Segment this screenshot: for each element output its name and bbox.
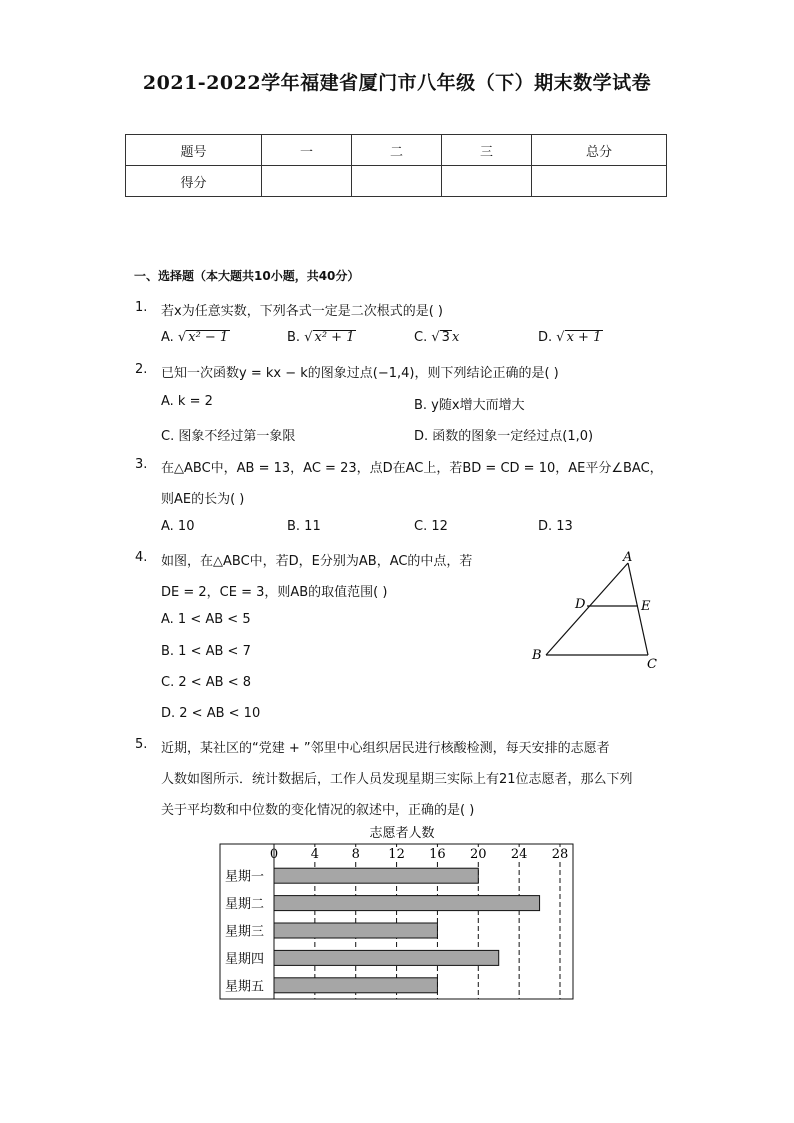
question-stem: 若x为任意实数，下列各式一定是二次根式的是( ) [161, 304, 443, 319]
category-label: 星期四 [225, 951, 265, 967]
radical-icon: √ [177, 330, 187, 345]
question-stem: 近期，某社区的“党建 + ”邻里中心组织居民进行核酸检测，每天安排的志愿者 [161, 741, 610, 756]
tick-label: 0 [269, 847, 279, 862]
vertex-label-b: B [532, 648, 542, 663]
tick-label: 12 [388, 847, 405, 862]
option-expression-suffix: x [451, 330, 460, 345]
question-stem: 已知一次函数y = kx − k的图象过点(−1,4)，则下列结论正确的是( ) [161, 366, 559, 381]
score-cell[interactable] [442, 166, 532, 197]
option-d: D. 13 [538, 519, 573, 534]
radical-icon: √ [556, 330, 565, 345]
option-b: B. 11 [287, 519, 321, 534]
score-header-cell: 三 [442, 135, 532, 166]
score-header-cell: 一 [262, 135, 352, 166]
option-c [414, 330, 459, 345]
vertex-label-c: C [647, 657, 657, 672]
option-a: A. 10 [161, 519, 195, 534]
vertex-label-a: A [623, 550, 633, 565]
option-expression: x² − 1 [188, 330, 229, 345]
tick-label: 20 [470, 847, 487, 862]
option-c: C. 2 < AB < 8 [161, 675, 252, 690]
chart-title: 志愿者人数 [369, 826, 435, 841]
option-d [538, 330, 603, 345]
option-b: B. 1 < AB < 7 [161, 644, 251, 659]
exam-title: 2021-2022学年福建省厦门市八年级（下）期末数学试卷 [142, 72, 652, 94]
volunteer-bar-chart [215, 822, 580, 1004]
tick-label: 16 [429, 847, 446, 862]
score-cell[interactable] [532, 166, 667, 197]
side-ab [546, 563, 628, 655]
option-expression: x + 1 [566, 330, 602, 345]
bar-4 [274, 950, 499, 965]
option-b [287, 330, 356, 345]
question-number: 5. [135, 737, 148, 752]
bar-5 [274, 978, 437, 993]
category-label: 星期五 [225, 979, 265, 995]
question-stem: 则AE的长为( ) [161, 492, 245, 507]
radical-icon: √ [431, 330, 440, 345]
question-stem: 在△ABC中，AB = 13，AC = 23，点D在AC上，若BD = CD = 10，AE平分∠BAC， [161, 461, 663, 476]
question-number: 4. [135, 550, 148, 565]
score-header-cell: 总分 [532, 135, 667, 166]
tick-label: 4 [310, 847, 319, 862]
triangle-figure [520, 545, 680, 680]
option-a: A. 1 < AB < 5 [161, 612, 251, 627]
option-expression: x² + 1 [314, 330, 355, 345]
tick-label: 24 [510, 847, 528, 862]
question-number: 2. [135, 362, 148, 377]
tick-label: 28 [551, 847, 569, 862]
radical-icon: √ [304, 330, 313, 345]
point-label-e: E [641, 599, 651, 614]
score-cell[interactable] [262, 166, 352, 197]
question-stem: 关于平均数和中位数的变化情况的叙述中，正确的是( ) [161, 803, 475, 818]
option-d: D. 函数的图象一定经过点(1,0) [414, 429, 594, 444]
option-label: B. [287, 330, 301, 345]
section-heading: 一、选择题（本大题共10小题，共40分） [134, 269, 360, 283]
option-label: D. [538, 330, 553, 345]
question-number: 3. [135, 457, 148, 472]
bar-2 [274, 896, 540, 911]
score-header-cell: 题号 [126, 135, 262, 166]
score-row-label: 得分 [126, 166, 262, 197]
question-stem: DE = 2，CE = 3，则AB的取值范围( ) [161, 585, 388, 600]
option-expression: 3 [441, 330, 450, 345]
score-table [125, 134, 667, 197]
category-label: 星期一 [225, 869, 265, 885]
option-b: B. y随x增大而增大 [414, 398, 525, 413]
option-a [161, 330, 230, 345]
question-number: 1. [135, 300, 148, 315]
category-label: 星期二 [225, 897, 265, 913]
option-d: D. 2 < AB < 10 [161, 706, 261, 721]
option-a: A. k = 2 [161, 394, 213, 409]
score-header-cell: 二 [352, 135, 442, 166]
question-stem: 如图，在△ABC中，若D，E分别为AB，AC的中点，若 [161, 554, 473, 569]
score-table-score-row [126, 166, 667, 197]
option-c: C. 图象不经过第一象限 [161, 429, 296, 444]
category-label: 星期三 [225, 924, 265, 940]
tick-label: 8 [351, 847, 360, 862]
option-label: A. [161, 330, 174, 345]
question-stem: 人数如图所示．统计数据后，工作人员发现星期三实际上有21位志愿者，那么下列 [161, 772, 633, 787]
bar-1 [274, 868, 478, 883]
score-cell[interactable] [352, 166, 442, 197]
option-label: C. [414, 330, 428, 345]
point-label-d: D [575, 597, 586, 612]
bar-3 [274, 923, 437, 938]
option-c: C. 12 [414, 519, 448, 534]
score-table-header-row [126, 135, 667, 166]
